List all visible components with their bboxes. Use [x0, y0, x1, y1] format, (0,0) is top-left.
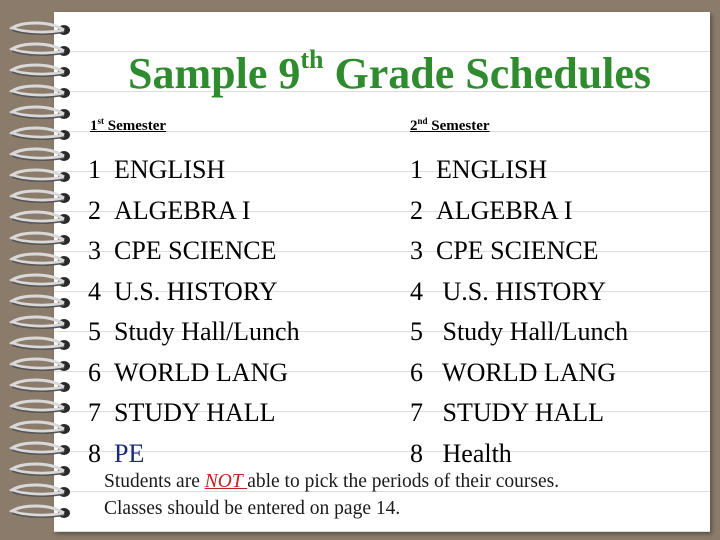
binding-ring	[12, 464, 64, 473]
semester-2-heading: 2nd Semester	[410, 116, 490, 134]
binding-ring	[12, 317, 64, 326]
binding-ring	[12, 338, 64, 347]
binding-ring	[12, 485, 64, 494]
list-item	[88, 191, 300, 232]
binding-ring	[12, 44, 64, 53]
period-number: 7	[410, 398, 423, 427]
course-name: ENGLISH	[114, 155, 226, 184]
note-line-1: Students are NOT able to pick the periods of their courses.	[104, 471, 560, 492]
binding-ring	[12, 506, 64, 515]
spiral-binding-icon	[8, 14, 78, 534]
not-emphasis: NOT	[204, 471, 248, 492]
binding-ring	[12, 401, 64, 410]
semester-1-heading: 1st Semester	[90, 116, 167, 134]
period-number: 4	[88, 276, 101, 306]
period-number: 2	[88, 195, 101, 225]
period-number: 6	[88, 357, 101, 387]
binding-ring	[12, 275, 64, 284]
period-number: 8	[410, 438, 423, 468]
list-item	[88, 272, 300, 313]
period-number: 5	[410, 317, 423, 346]
course-name: Study Hall/Lunch	[436, 317, 629, 346]
list-item	[410, 393, 628, 434]
list-item	[410, 353, 628, 394]
course-name: ALGEBRA I	[436, 195, 573, 225]
list-item	[88, 150, 300, 191]
binding-ring	[12, 233, 64, 242]
period-number: 3	[410, 236, 423, 265]
binding-ring	[12, 149, 64, 158]
course-name: STUDY HALL	[114, 398, 276, 427]
semester-1-course-list	[88, 150, 300, 474]
list-item	[88, 353, 300, 394]
semester-2-course-list	[410, 150, 628, 474]
course-name: CPE SCIENCE	[114, 236, 277, 265]
course-name: WORLD LANG	[114, 357, 289, 387]
list-item	[410, 231, 628, 272]
note-line-2: Classes should be entered on page 14.	[104, 498, 401, 519]
period-number: 6	[410, 357, 423, 387]
binding-ring	[12, 86, 64, 95]
binding-ring	[12, 191, 64, 200]
binding-ring	[12, 65, 64, 74]
list-item	[88, 393, 300, 434]
binding-ring	[12, 107, 64, 116]
list-item	[88, 312, 300, 353]
binding-ring	[12, 170, 64, 179]
binding-ring	[12, 380, 64, 389]
period-number: 1	[410, 155, 423, 184]
course-name: STUDY HALL	[436, 398, 605, 427]
course-name: U.S. HISTORY	[436, 276, 607, 306]
course-name: U.S. HISTORY	[114, 276, 278, 306]
binding-ring	[12, 359, 64, 368]
period-number: 2	[410, 195, 423, 225]
course-name: PE	[114, 438, 145, 468]
list-item	[410, 312, 628, 353]
list-item	[410, 150, 628, 191]
period-number: 4	[410, 276, 423, 306]
binding-ring	[12, 212, 64, 221]
schedule-note	[104, 468, 559, 522]
page-title: Sample 9th Grade Schedules	[128, 45, 652, 98]
course-name: Study Hall/Lunch	[114, 317, 300, 346]
binding-ring	[12, 23, 64, 32]
binding-ring	[12, 254, 64, 263]
list-item	[410, 191, 628, 232]
course-name: ENGLISH	[436, 155, 548, 184]
binding-ring	[12, 422, 64, 431]
list-item	[410, 272, 628, 313]
course-name: WORLD LANG	[436, 357, 617, 387]
list-item	[88, 231, 300, 272]
binding-ring	[12, 443, 64, 452]
period-number: 3	[88, 236, 101, 265]
course-name: ALGEBRA I	[114, 195, 251, 225]
period-number: 8	[88, 438, 101, 468]
course-name: CPE SCIENCE	[436, 236, 599, 265]
binding-ring	[12, 128, 64, 137]
period-number: 5	[88, 317, 101, 346]
period-number: 7	[88, 398, 101, 427]
course-name: Health	[436, 438, 512, 468]
binding-ring	[12, 296, 64, 305]
period-number: 1	[88, 155, 101, 184]
